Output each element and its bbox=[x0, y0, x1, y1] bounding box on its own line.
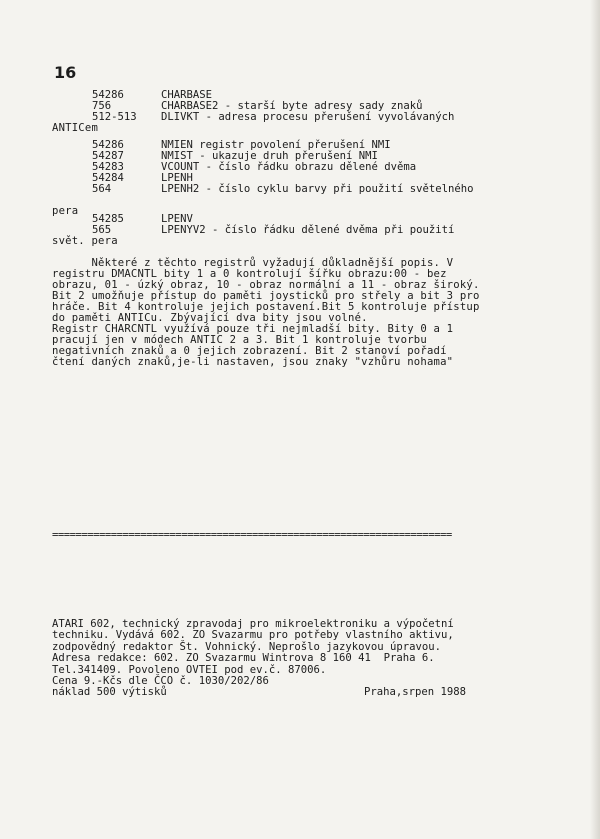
register-description: LPENH2 - číslo cyklu barvy při použití světelného bbox=[161, 183, 474, 195]
paragraph-line: negativních znaků a 0 jejich zobrazení. Bit 2 stanoví pořadí bbox=[52, 345, 447, 357]
imprint-line: Tel.341409. Povoleno OVTEI pod ev.č. 87006. bbox=[52, 663, 327, 676]
paragraph-line: do paměti ANTICu. Zbývající dva bity jsou volné. bbox=[52, 312, 368, 324]
paragraph-line: registru DMACNTL bity 1 a 0 kontrolují šířku obrazu:00 - bez bbox=[52, 268, 447, 280]
separator-rule: ==================================================================== bbox=[52, 529, 452, 541]
register-description: LPENV bbox=[161, 213, 193, 225]
scan-shadow bbox=[590, 0, 600, 839]
paragraph-line: pracují jen v módech ANTIC 2 a 3. Bit 1 kontroluje tvorbu bbox=[52, 334, 427, 346]
register-address: 54287 bbox=[92, 150, 124, 162]
continuation-line: ANTICem bbox=[52, 122, 99, 134]
imprint-line: Adresa redakce: 602. ZO Svazarmu Wintrova 8 160 41 Praha 6. bbox=[52, 652, 435, 665]
imprint-line: ATARI 602, technický zpravodaj pro mikroelektroniku a výpočetní bbox=[52, 618, 454, 630]
register-address: 54286 bbox=[92, 139, 124, 151]
register-description: NMIST - ukazuje druh přerušení NMI bbox=[161, 150, 378, 162]
register-description: CHARBASE2 - starší byte adresy sady znaků bbox=[161, 100, 423, 112]
register-address: 756 bbox=[92, 100, 112, 112]
register-description: CHARBASE bbox=[161, 89, 213, 101]
imprint-block bbox=[52, 618, 467, 699]
place-date: Praha,srpen 1988 bbox=[364, 686, 467, 699]
register-description: LPENYV2 - číslo řádku dělené dvěma při použití bbox=[161, 224, 455, 236]
imprint-line: Cena 9.-Kčs dle ČCO č. 1030/202/86 bbox=[52, 674, 269, 687]
paragraph-line: Bit 2 umožňuje přístup do paměti joysticků pro střely a bit 3 pro bbox=[52, 290, 480, 302]
register-address: 512-513 bbox=[92, 111, 137, 123]
paragraph-line: Některé z těchto registrů vyžadují důkladnější popis. V bbox=[52, 257, 454, 269]
register-address: 564 bbox=[92, 183, 112, 195]
register-description: DLIVKT - adresa procesu přerušení vyvolávaných bbox=[161, 111, 455, 123]
continuation-line: pera bbox=[52, 205, 79, 217]
imprint-line: zodpovědný redaktor Št. Vohnický. Neprošlo jazykovou úpravou. bbox=[52, 640, 442, 653]
paragraph-line: čtení daných znaků,je-li nastaven, jsou znaky "vzhůru nohama" bbox=[52, 356, 454, 368]
imprint-line: techniku. Vydává 602. ZO Svazarmu pro potřeby vlastního aktivu, bbox=[52, 629, 454, 642]
imprint-line: náklad 500 výtisků Praha,srpen 1988 bbox=[52, 686, 467, 699]
register-description: LPENH bbox=[161, 172, 193, 184]
continuation-line: svět. pera bbox=[52, 235, 118, 247]
register-address: 54285 bbox=[92, 213, 124, 225]
paragraph-line: obrazu, 01 - úzký obraz, 10 - obraz normální a 11 - obraz široký. bbox=[52, 279, 480, 291]
page-number: 16 bbox=[54, 63, 77, 82]
register-address: 54286 bbox=[92, 89, 124, 101]
register-address: 565 bbox=[92, 224, 112, 236]
paragraph-line: hráče. Bit 4 kontroluje jejich postavení.Bit 5 kontroluje přístup bbox=[52, 301, 480, 313]
register-description: VCOUNT - číslo řádku obrazu dělené dvěma bbox=[161, 161, 417, 173]
register-address: 54283 bbox=[92, 161, 124, 173]
paragraph-line: Registr CHARCNTL využívá pouze tři nejmladší bity. Bity 0 a 1 bbox=[52, 323, 454, 335]
register-address: 54284 bbox=[92, 172, 124, 184]
register-description: NMIEN registr povolení přerušení NMI bbox=[161, 139, 391, 151]
